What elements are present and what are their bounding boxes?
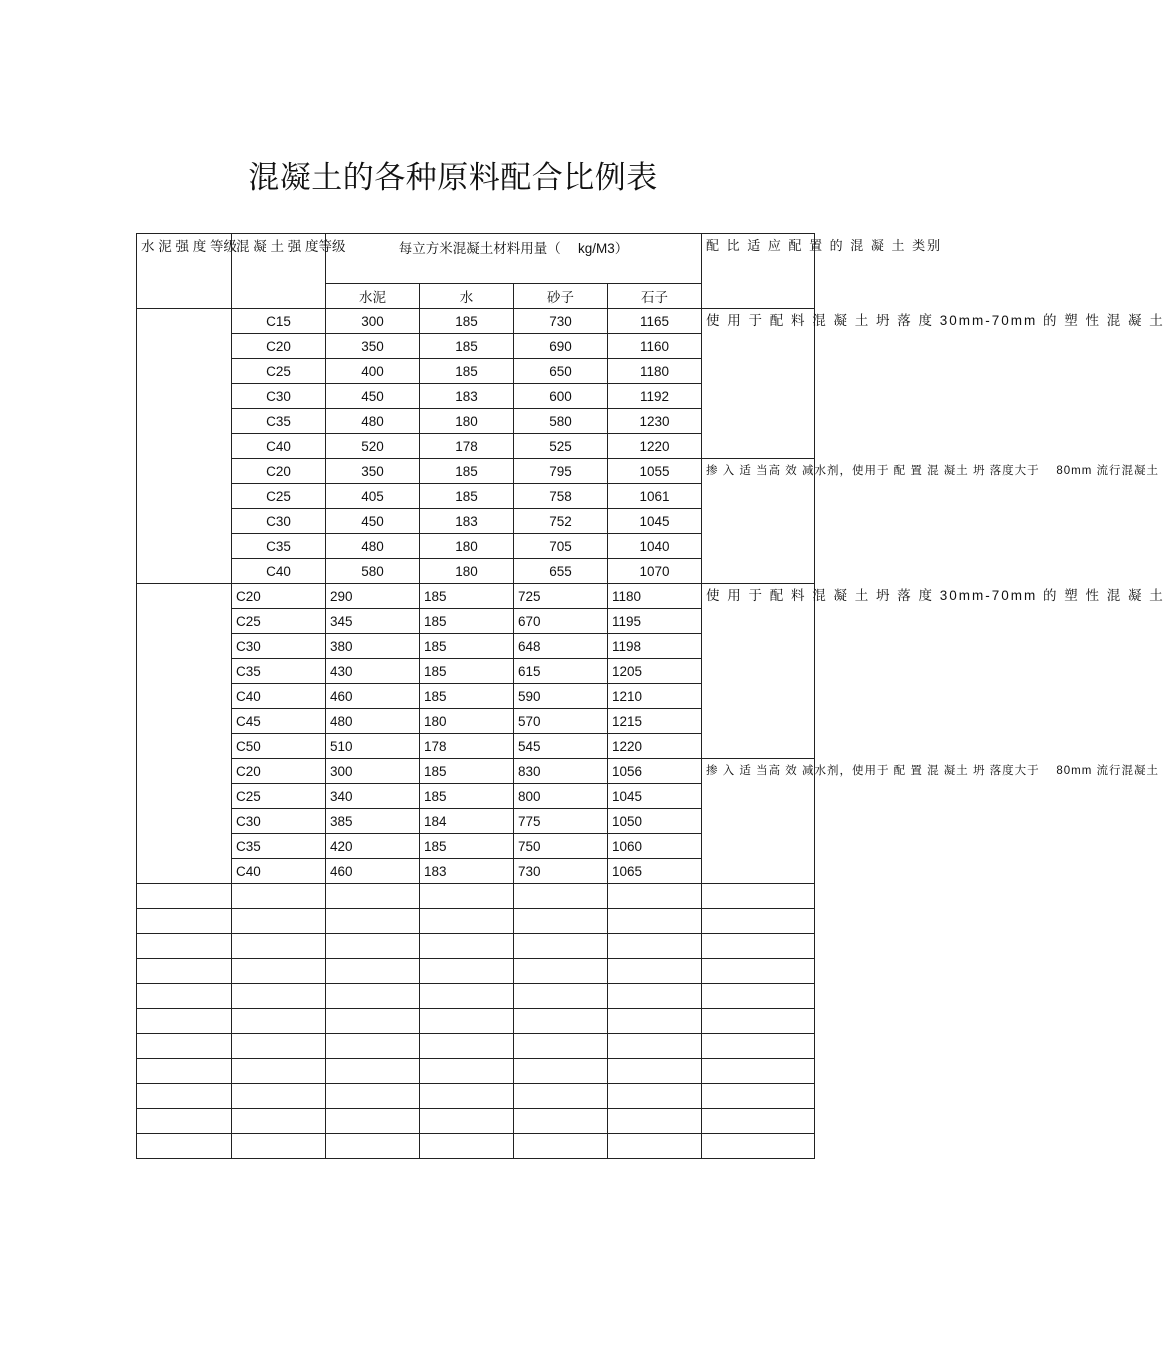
stone-cell: 1065 bbox=[608, 859, 702, 884]
water-cell: 180 bbox=[420, 709, 514, 734]
empty-cell bbox=[137, 1009, 232, 1034]
empty-cell bbox=[326, 934, 420, 959]
empty-cell bbox=[232, 934, 326, 959]
concrete-grade-cell: C45 bbox=[232, 709, 326, 734]
empty-row bbox=[137, 1134, 815, 1159]
concrete-grade-cell: C25 bbox=[232, 784, 326, 809]
concrete-grade-cell: C40 bbox=[232, 684, 326, 709]
empty-cell bbox=[137, 1034, 232, 1059]
empty-cell bbox=[137, 1059, 232, 1084]
sand-cell: 600 bbox=[514, 384, 608, 409]
empty-cell bbox=[326, 1034, 420, 1059]
cement-cell: 345 bbox=[326, 609, 420, 634]
water-cell: 185 bbox=[420, 484, 514, 509]
empty-cell bbox=[326, 1109, 420, 1134]
empty-row bbox=[137, 1084, 815, 1109]
empty-cell bbox=[514, 884, 608, 909]
empty-cell bbox=[326, 884, 420, 909]
cement-cell: 380 bbox=[326, 634, 420, 659]
applicable-type-note: 掺 入 适 当高 效 减水剂，使用于 配 置 混 凝土 坍 落度大于 80mm 流行混凝土 bbox=[702, 459, 815, 584]
empty-cell bbox=[420, 934, 514, 959]
sand-cell: 590 bbox=[514, 684, 608, 709]
water-cell: 185 bbox=[420, 459, 514, 484]
empty-cell bbox=[232, 1084, 326, 1109]
cement-cell: 430 bbox=[326, 659, 420, 684]
empty-row bbox=[137, 934, 815, 959]
concrete-grade-cell: C50 bbox=[232, 734, 326, 759]
empty-cell bbox=[137, 984, 232, 1009]
header-concrete-grade: 混 凝 土 强 度等级 bbox=[232, 234, 326, 309]
header-material-usage: 每立方米混凝土材料用量（ kg/M3） bbox=[326, 234, 702, 284]
empty-cell bbox=[420, 909, 514, 934]
empty-row bbox=[137, 984, 815, 1009]
cement-grade-cell bbox=[137, 584, 232, 884]
empty-cell bbox=[608, 909, 702, 934]
empty-cell bbox=[608, 1034, 702, 1059]
empty-cell bbox=[608, 1059, 702, 1084]
cement-cell: 580 bbox=[326, 559, 420, 584]
cement-cell: 480 bbox=[326, 709, 420, 734]
empty-cell bbox=[608, 1109, 702, 1134]
empty-row bbox=[137, 909, 815, 934]
header-cement: 水泥 bbox=[326, 284, 420, 309]
stone-cell: 1215 bbox=[608, 709, 702, 734]
cement-cell: 340 bbox=[326, 784, 420, 809]
empty-cell bbox=[326, 984, 420, 1009]
concrete-grade-cell: C35 bbox=[232, 834, 326, 859]
cement-cell: 450 bbox=[326, 509, 420, 534]
cement-cell: 350 bbox=[326, 334, 420, 359]
sand-cell: 615 bbox=[514, 659, 608, 684]
concrete-grade-cell: C20 bbox=[232, 584, 326, 609]
water-cell: 185 bbox=[420, 659, 514, 684]
concrete-grade-cell: C25 bbox=[232, 609, 326, 634]
concrete-grade-cell: C25 bbox=[232, 484, 326, 509]
stone-cell: 1220 bbox=[608, 734, 702, 759]
stone-cell: 1045 bbox=[608, 509, 702, 534]
table-row bbox=[137, 584, 815, 609]
empty-cell bbox=[608, 959, 702, 984]
sand-cell: 752 bbox=[514, 509, 608, 534]
sand-cell: 670 bbox=[514, 609, 608, 634]
applicable-type-note: 使 用 于 配 料 混 凝 土 坍 落 度 30mm-70mm 的 塑 性 混 凝 土 bbox=[702, 309, 815, 459]
empty-cell bbox=[608, 1134, 702, 1159]
empty-cell bbox=[514, 1134, 608, 1159]
concrete-grade-cell: C35 bbox=[232, 409, 326, 434]
sand-cell: 730 bbox=[514, 309, 608, 334]
water-cell: 183 bbox=[420, 509, 514, 534]
empty-cell bbox=[232, 984, 326, 1009]
empty-cell bbox=[326, 1009, 420, 1034]
cement-cell: 350 bbox=[326, 459, 420, 484]
stone-cell: 1180 bbox=[608, 359, 702, 384]
cement-cell: 420 bbox=[326, 834, 420, 859]
water-cell: 185 bbox=[420, 584, 514, 609]
table-row bbox=[137, 459, 815, 484]
table-row bbox=[137, 309, 815, 334]
stone-cell: 1040 bbox=[608, 534, 702, 559]
stone-cell: 1195 bbox=[608, 609, 702, 634]
water-cell: 183 bbox=[420, 859, 514, 884]
stone-cell: 1070 bbox=[608, 559, 702, 584]
empty-cell bbox=[420, 1009, 514, 1034]
water-cell: 180 bbox=[420, 409, 514, 434]
empty-cell bbox=[137, 884, 232, 909]
empty-cell bbox=[137, 934, 232, 959]
sand-cell: 580 bbox=[514, 409, 608, 434]
empty-cell bbox=[326, 1084, 420, 1109]
empty-cell bbox=[232, 1059, 326, 1084]
stone-cell: 1050 bbox=[608, 809, 702, 834]
empty-cell bbox=[232, 884, 326, 909]
empty-cell bbox=[608, 934, 702, 959]
water-cell: 185 bbox=[420, 834, 514, 859]
sand-cell: 725 bbox=[514, 584, 608, 609]
cement-cell: 300 bbox=[326, 759, 420, 784]
table-row bbox=[137, 759, 815, 784]
stone-cell: 1061 bbox=[608, 484, 702, 509]
empty-cell bbox=[514, 1009, 608, 1034]
sand-cell: 795 bbox=[514, 459, 608, 484]
empty-row bbox=[137, 1059, 815, 1084]
empty-cell bbox=[514, 984, 608, 1009]
water-cell: 185 bbox=[420, 309, 514, 334]
empty-cell bbox=[420, 984, 514, 1009]
concrete-grade-cell: C35 bbox=[232, 534, 326, 559]
sand-cell: 830 bbox=[514, 759, 608, 784]
empty-cell bbox=[514, 959, 608, 984]
empty-cell bbox=[702, 959, 815, 984]
concrete-grade-cell: C30 bbox=[232, 509, 326, 534]
stone-cell: 1180 bbox=[608, 584, 702, 609]
empty-cell bbox=[326, 909, 420, 934]
header-water: 水 bbox=[420, 284, 514, 309]
empty-cell bbox=[702, 1084, 815, 1109]
cement-cell: 385 bbox=[326, 809, 420, 834]
stone-cell: 1230 bbox=[608, 409, 702, 434]
water-cell: 185 bbox=[420, 634, 514, 659]
empty-cell bbox=[608, 1009, 702, 1034]
empty-cell bbox=[702, 1009, 815, 1034]
header-sand: 砂子 bbox=[514, 284, 608, 309]
sand-cell: 705 bbox=[514, 534, 608, 559]
concrete-grade-cell: C20 bbox=[232, 459, 326, 484]
cement-cell: 400 bbox=[326, 359, 420, 384]
concrete-grade-cell: C25 bbox=[232, 359, 326, 384]
stone-cell: 1198 bbox=[608, 634, 702, 659]
empty-cell bbox=[702, 909, 815, 934]
table-header bbox=[137, 234, 943, 309]
applicable-type-note: 掺 入 适 当高 效 减水剂，使用于 配 置 混 凝土 坍 落度大于 80mm 流行混凝土 bbox=[702, 759, 815, 884]
empty-cell bbox=[326, 1134, 420, 1159]
cement-cell: 300 bbox=[326, 309, 420, 334]
empty-cell bbox=[514, 1084, 608, 1109]
empty-cell bbox=[232, 959, 326, 984]
empty-row bbox=[137, 1034, 815, 1059]
empty-cell bbox=[232, 909, 326, 934]
water-cell: 185 bbox=[420, 684, 514, 709]
concrete-grade-cell: C20 bbox=[232, 334, 326, 359]
stone-cell: 1205 bbox=[608, 659, 702, 684]
empty-cell bbox=[420, 1109, 514, 1134]
applicable-type-note: 使 用 于 配 料 混 凝 土 坍 落 度 30mm-70mm 的 塑 性 混 凝 土 bbox=[702, 584, 815, 759]
empty-cell bbox=[232, 1109, 326, 1134]
sand-cell: 525 bbox=[514, 434, 608, 459]
cement-cell: 480 bbox=[326, 409, 420, 434]
empty-cell bbox=[420, 1034, 514, 1059]
water-cell: 185 bbox=[420, 609, 514, 634]
cement-cell: 510 bbox=[326, 734, 420, 759]
cement-cell: 480 bbox=[326, 534, 420, 559]
empty-cell bbox=[137, 1084, 232, 1109]
water-cell: 185 bbox=[420, 359, 514, 384]
document-title: 混凝土的各种原料配合比例表 bbox=[248, 160, 658, 196]
water-cell: 178 bbox=[420, 734, 514, 759]
empty-cell bbox=[326, 1059, 420, 1084]
empty-cell bbox=[608, 884, 702, 909]
empty-row bbox=[137, 959, 815, 984]
mix-ratio-table bbox=[136, 233, 1165, 1159]
water-cell: 178 bbox=[420, 434, 514, 459]
cement-cell: 460 bbox=[326, 684, 420, 709]
empty-row bbox=[137, 1009, 815, 1034]
empty-cell bbox=[232, 1009, 326, 1034]
sand-cell: 690 bbox=[514, 334, 608, 359]
cement-cell: 405 bbox=[326, 484, 420, 509]
water-cell: 184 bbox=[420, 809, 514, 834]
empty-cell bbox=[702, 1134, 815, 1159]
sand-cell: 750 bbox=[514, 834, 608, 859]
empty-row bbox=[137, 884, 815, 909]
empty-cell bbox=[137, 909, 232, 934]
header-applicable-type: 配 比 适 应 配 置 的 混 凝 土 类别 bbox=[702, 234, 815, 309]
water-cell: 180 bbox=[420, 534, 514, 559]
cement-cell: 290 bbox=[326, 584, 420, 609]
water-cell: 180 bbox=[420, 559, 514, 584]
stone-cell: 1060 bbox=[608, 834, 702, 859]
empty-cell bbox=[514, 909, 608, 934]
cement-cell: 460 bbox=[326, 859, 420, 884]
water-cell: 183 bbox=[420, 384, 514, 409]
empty-cell bbox=[702, 1059, 815, 1084]
header-cement-grade: 水 泥 强 度 等级 bbox=[137, 234, 232, 309]
cement-cell: 520 bbox=[326, 434, 420, 459]
empty-cell bbox=[137, 959, 232, 984]
water-cell: 185 bbox=[420, 334, 514, 359]
concrete-grade-cell: C30 bbox=[232, 384, 326, 409]
sand-cell: 775 bbox=[514, 809, 608, 834]
empty-cell bbox=[702, 1034, 815, 1059]
concrete-grade-cell: C20 bbox=[232, 759, 326, 784]
cement-cell: 450 bbox=[326, 384, 420, 409]
water-cell: 185 bbox=[420, 784, 514, 809]
empty-cell bbox=[232, 1134, 326, 1159]
water-cell: 185 bbox=[420, 759, 514, 784]
empty-row bbox=[137, 1109, 815, 1134]
stone-cell: 1160 bbox=[608, 334, 702, 359]
empty-cell bbox=[420, 959, 514, 984]
sand-cell: 758 bbox=[514, 484, 608, 509]
sand-cell: 730 bbox=[514, 859, 608, 884]
sand-cell: 545 bbox=[514, 734, 608, 759]
sand-cell: 650 bbox=[514, 359, 608, 384]
concrete-grade-cell: C35 bbox=[232, 659, 326, 684]
sand-cell: 655 bbox=[514, 559, 608, 584]
empty-cell bbox=[420, 1059, 514, 1084]
header-stone: 石子 bbox=[608, 284, 702, 309]
stone-cell: 1220 bbox=[608, 434, 702, 459]
concrete-grade-cell: C30 bbox=[232, 634, 326, 659]
empty-cell bbox=[420, 1134, 514, 1159]
empty-cell bbox=[514, 1034, 608, 1059]
sand-cell: 570 bbox=[514, 709, 608, 734]
empty-cell bbox=[420, 1084, 514, 1109]
empty-cell bbox=[326, 959, 420, 984]
sand-cell: 648 bbox=[514, 634, 608, 659]
empty-cell bbox=[137, 1109, 232, 1134]
empty-cell bbox=[420, 884, 514, 909]
empty-cell bbox=[702, 884, 815, 909]
stone-cell: 1056 bbox=[608, 759, 702, 784]
empty-cell bbox=[608, 984, 702, 1009]
empty-cell bbox=[232, 1034, 326, 1059]
sand-cell: 800 bbox=[514, 784, 608, 809]
stone-cell: 1045 bbox=[608, 784, 702, 809]
concrete-grade-cell: C30 bbox=[232, 809, 326, 834]
empty-cell bbox=[514, 1109, 608, 1134]
empty-cell bbox=[514, 1059, 608, 1084]
empty-cell bbox=[702, 934, 815, 959]
concrete-grade-cell: C15 bbox=[232, 309, 326, 334]
stone-cell: 1165 bbox=[608, 309, 702, 334]
cement-grade-cell bbox=[137, 309, 232, 584]
concrete-grade-cell: C40 bbox=[232, 434, 326, 459]
empty-cell bbox=[514, 934, 608, 959]
empty-cell bbox=[702, 1109, 815, 1134]
empty-cell bbox=[702, 984, 815, 1009]
stone-cell: 1210 bbox=[608, 684, 702, 709]
empty-cell bbox=[137, 1134, 232, 1159]
concrete-grade-cell: C40 bbox=[232, 559, 326, 584]
stone-cell: 1055 bbox=[608, 459, 702, 484]
empty-cell bbox=[608, 1084, 702, 1109]
stone-cell: 1192 bbox=[608, 384, 702, 409]
concrete-grade-cell: C40 bbox=[232, 859, 326, 884]
table-body bbox=[137, 309, 1165, 1159]
